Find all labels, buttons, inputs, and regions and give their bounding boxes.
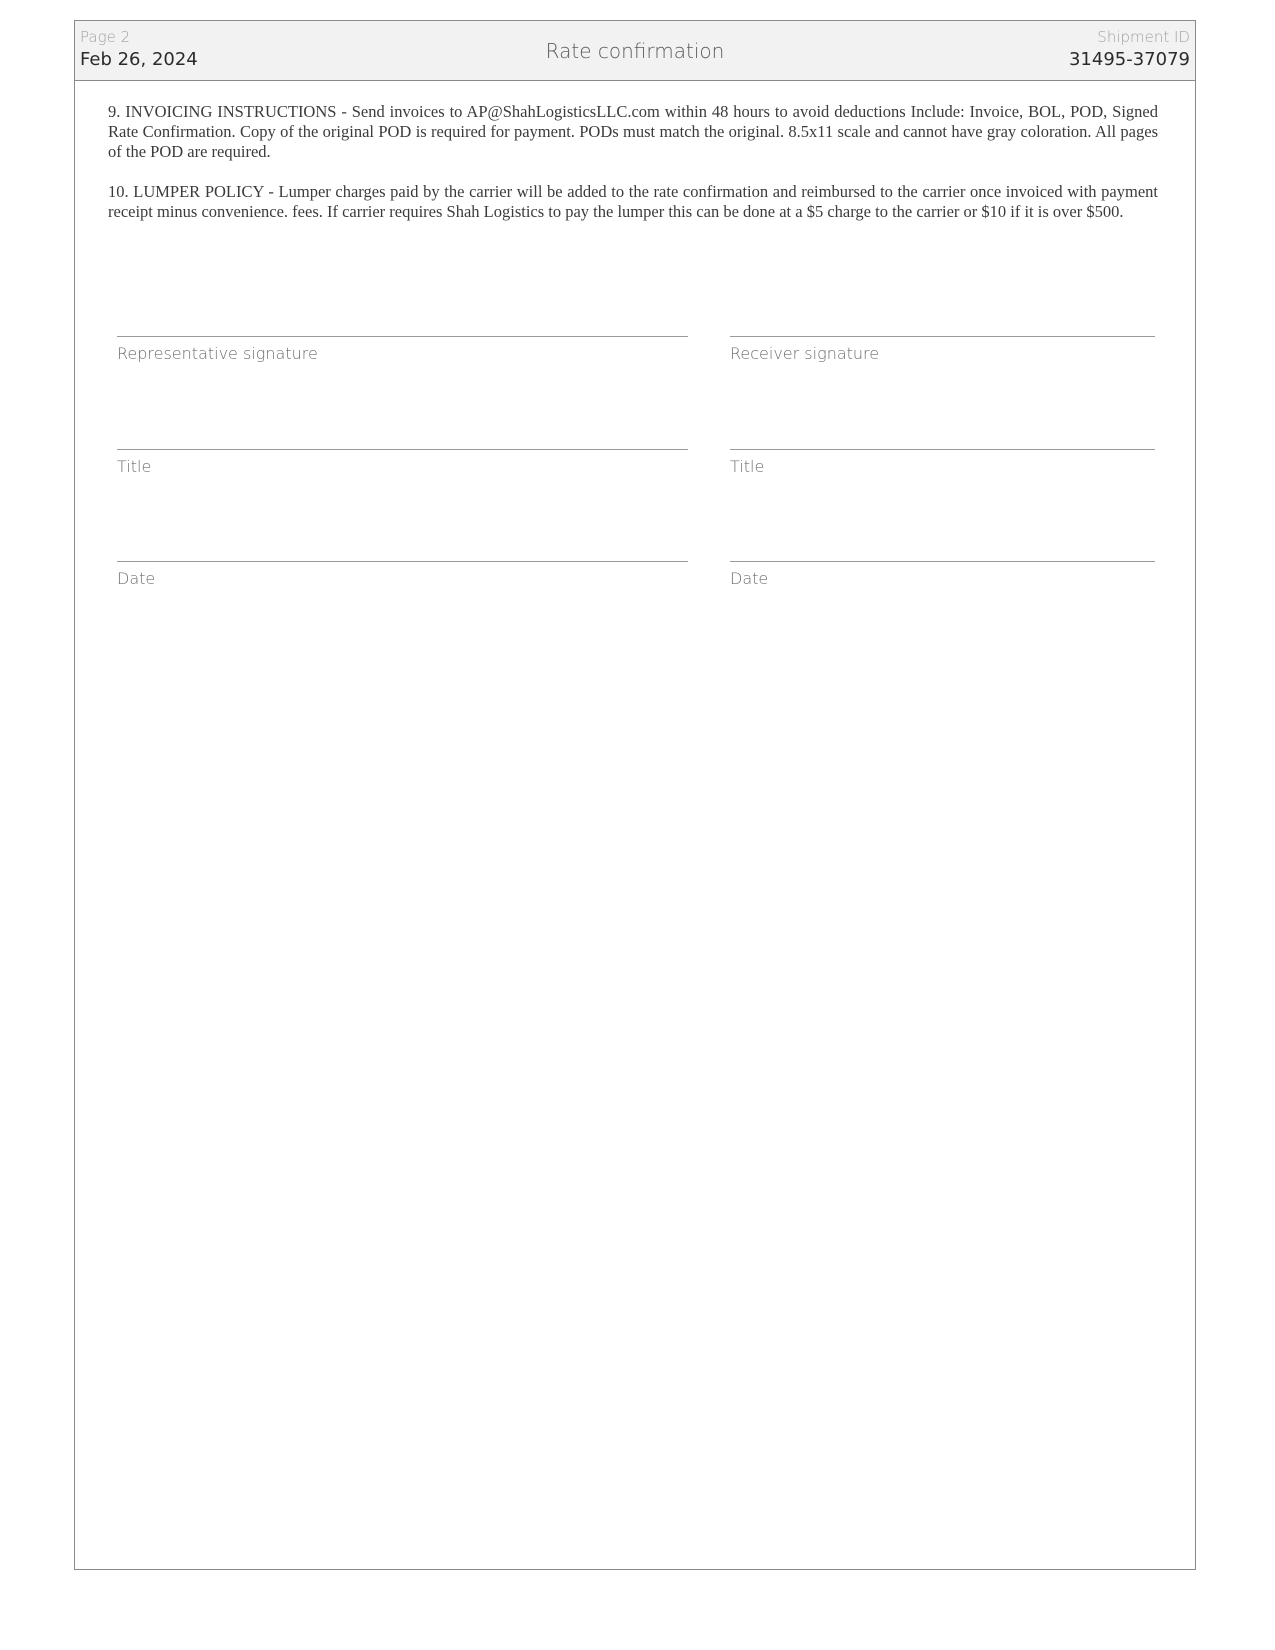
- representative-signature-line[interactable]: [117, 336, 688, 337]
- header-right: [1069, 28, 1190, 73]
- document-title: Rate confirmation: [545, 39, 725, 63]
- terms-section: [108, 102, 1158, 242]
- page-header: [75, 21, 1195, 81]
- document-date: Feb 26, 2024: [80, 49, 198, 70]
- receiver-date-line[interactable]: [730, 561, 1155, 562]
- term-invoicing-instructions: 9. INVOICING INSTRUCTIONS - Send invoices to AP@ShahLogisticsLLC.com within 48 hours to avoid deductions Include: Invoice, BOL, POD, Signed Rate Confirmation. Copy of the original POD is required for payment. PODs must match the original. 8.5x11 scale and cannot have gray coloration. All pages of the POD are required.: [108, 102, 1158, 161]
- page-frame: [74, 20, 1196, 1570]
- representative-title-label: Title: [117, 457, 152, 476]
- shipment-id-label: Shipment ID: [1097, 28, 1190, 46]
- term-lumper-policy: 10. LUMPER POLICY - Lumper charges paid by the carrier will be added to the rate confirmation and reimbursed to the carrier once invoiced with payment receipt minus convenience. fees. If carrier requires Shah Logistics to pay the lumper this can be done at a $5 charge to the carrier or $10 if it is over $500.: [108, 182, 1158, 221]
- representative-title-line[interactable]: [117, 449, 688, 450]
- receiver-signature-label: Receiver signature: [730, 344, 880, 363]
- representative-date-label: Date: [117, 569, 156, 588]
- representative-date-line[interactable]: [117, 561, 688, 562]
- receiver-signature-line[interactable]: [730, 336, 1155, 337]
- receiver-title-label: Title: [730, 457, 765, 476]
- receiver-title-line[interactable]: [730, 449, 1155, 450]
- receiver-date-label: Date: [730, 569, 769, 588]
- shipment-id-value: 31495-37079: [1068, 49, 1190, 70]
- representative-signature-label: Representative signature: [117, 344, 318, 363]
- page-number: Page 2: [80, 28, 131, 46]
